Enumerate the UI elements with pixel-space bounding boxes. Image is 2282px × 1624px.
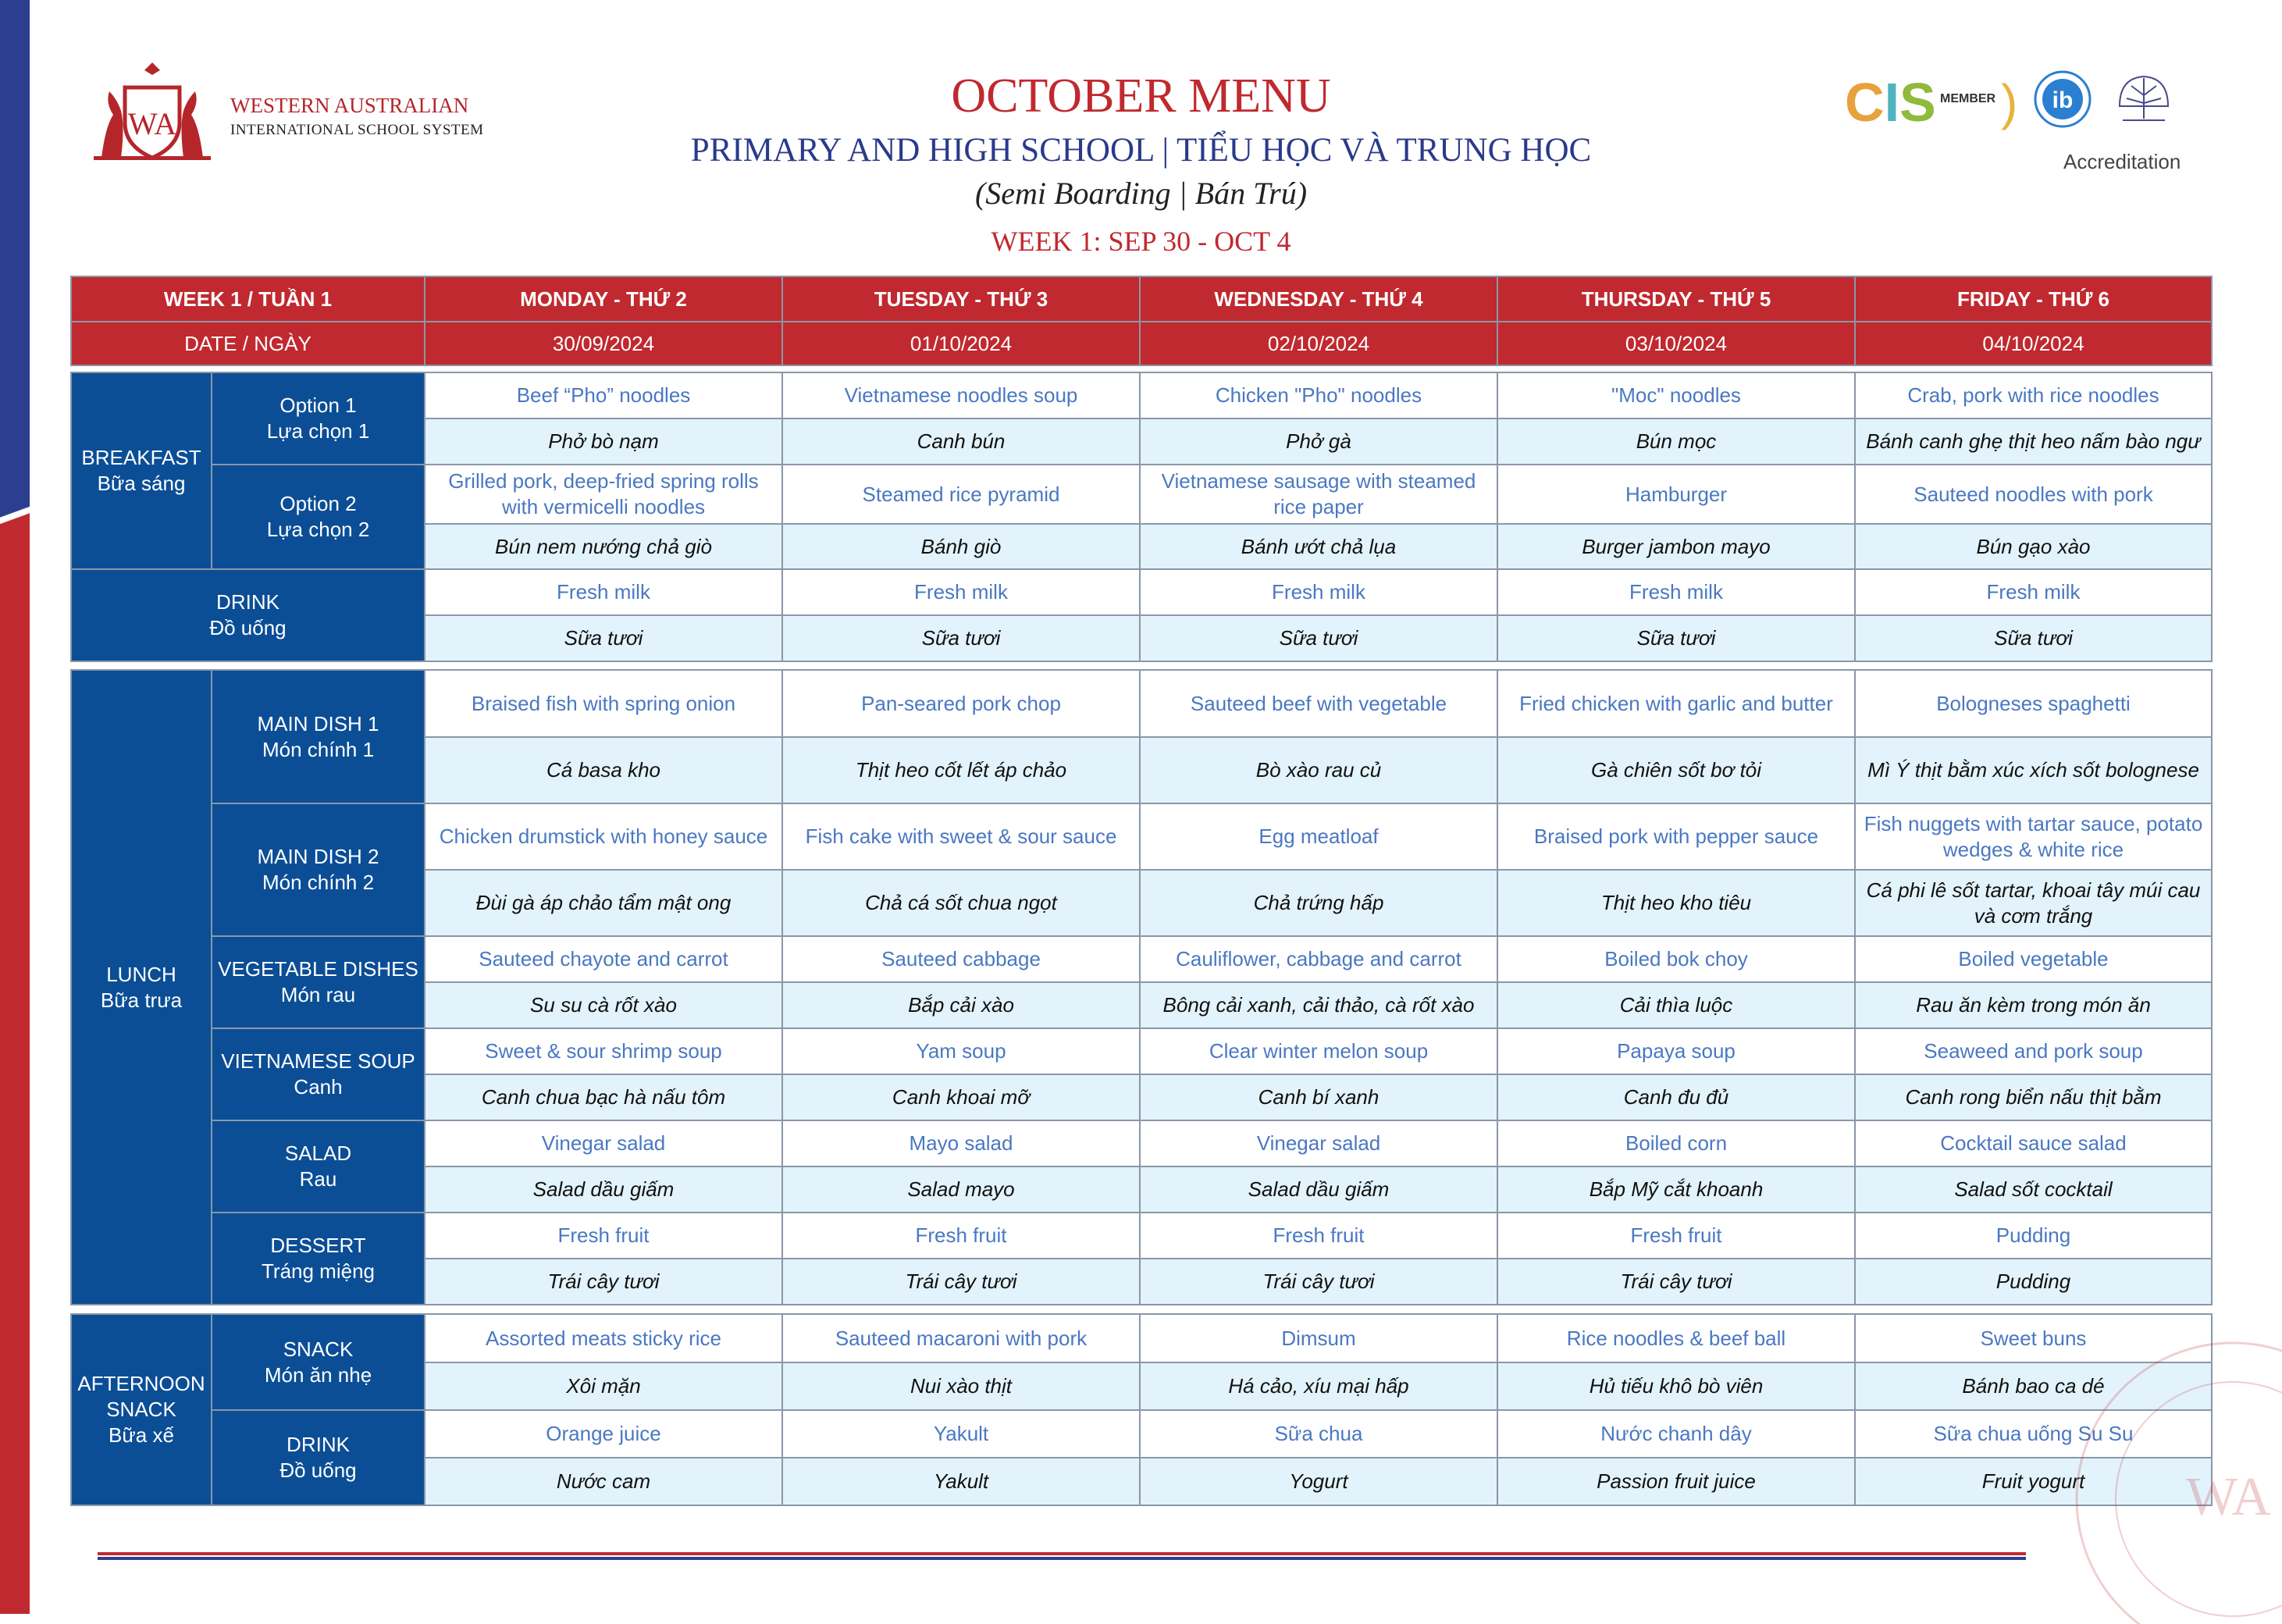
snack-label-vi: Bữa xế	[109, 1423, 174, 1447]
section-label-vi: Tráng miệng	[262, 1259, 375, 1283]
dish-en: Yakult	[782, 1410, 1140, 1458]
dish-en: Yam soup	[782, 1028, 1140, 1074]
option-2-label-en: Option 2	[279, 492, 357, 515]
dish-vi: Rau ăn kèm trong món ăn	[1855, 982, 2212, 1028]
breakfast-label-en: BREAKFAST	[81, 446, 201, 469]
dish-en: Vietnamese sausage with steamed rice paper	[1140, 465, 1497, 524]
accreditation-block	[1845, 62, 2282, 180]
option-1-label-en: Option 1	[279, 394, 357, 417]
dish-en: Fresh milk	[782, 569, 1140, 615]
main-dish-2-label	[212, 803, 425, 936]
dish-en: Bologneses spaghetti	[1855, 670, 2212, 737]
breakfast-drink-label	[71, 569, 425, 661]
vietnamese-soup-label	[212, 1028, 425, 1120]
left-edge-red-band	[0, 515, 30, 1614]
section-label-en: DRINK	[287, 1433, 350, 1456]
dish-vi: Canh bí xanh	[1140, 1074, 1497, 1120]
option-1-label	[212, 372, 425, 465]
dish-en: Nước chanh dây	[1497, 1410, 1855, 1458]
section-label-vi: Món chính 1	[262, 737, 375, 761]
dish-vi: Canh rong biển nấu thịt bằm	[1855, 1074, 2212, 1120]
dish-vi: Trái cây tươi	[1140, 1259, 1497, 1305]
section-label-en: VEGETABLE DISHES	[218, 957, 418, 981]
dish-vi: Passion fruit juice	[1497, 1458, 1855, 1505]
table-row	[71, 1314, 2212, 1362]
dish-en: Beef “Pho” noodles	[425, 372, 782, 418]
dish-vi: Sữa tươi	[1855, 615, 2212, 661]
table-row	[71, 1410, 2212, 1458]
logo-subname: INTERNATIONAL SCHOOL SYSTEM	[230, 122, 484, 138]
page-subtitle: PRIMARY AND HIGH SCHOOL | TIỂU HỌC VÀ TRUNG HỌC	[690, 132, 1592, 169]
dish-en: Vinegar salad	[1140, 1120, 1497, 1166]
dish-vi: Bò xào rau củ	[1140, 737, 1497, 803]
dish-en: Sauteed noodles with pork	[1855, 465, 2212, 524]
section-label-en: MAIN DISH 2	[257, 845, 379, 868]
dish-vi: Canh chua bạc hà nấu tôm	[425, 1074, 782, 1120]
dish-en: Cocktail sauce salad	[1855, 1120, 2212, 1166]
dish-vi: Mì Ý thịt bằm xúc xích sốt bolognese	[1855, 737, 2212, 803]
table-row	[71, 372, 2212, 418]
dish-en: Clear winter melon soup	[1140, 1028, 1497, 1074]
dish-en: Fried chicken with garlic and butter	[1497, 670, 1855, 737]
dish-vi: Phở gà	[1140, 418, 1497, 465]
option-2-label	[212, 465, 425, 569]
dish-vi: Bún mọc	[1497, 418, 1855, 465]
dish-vi: Sữa tươi	[425, 615, 782, 661]
dish-en: Boiled vegetable	[1855, 936, 2212, 982]
lunch-label-en: LUNCH	[106, 962, 176, 986]
dish-en: Pan-seared pork chop	[782, 670, 1140, 737]
dish-vi: Xôi mặn	[425, 1362, 782, 1410]
dish-vi: Salad dầu giấm	[425, 1166, 782, 1213]
dish-vi: Su su cà rốt xào	[425, 982, 782, 1028]
tree-accreditation-icon	[2113, 72, 2174, 126]
snack-label-en: AFTERNOON SNACK	[77, 1372, 205, 1421]
dish-en: Seaweed and pork soup	[1855, 1028, 2212, 1074]
date-cell: 03/10/2024	[1497, 322, 1855, 365]
dish-en: Boiled bok choy	[1497, 936, 1855, 982]
dish-vi: Cải thìa luộc	[1497, 982, 1855, 1028]
dish-vi: Nước cam	[425, 1458, 782, 1505]
breakfast-label	[71, 372, 212, 569]
dish-en: Sauteed macaroni with pork	[782, 1314, 1140, 1362]
date-row	[71, 322, 2212, 365]
section-label-vi: Rau	[299, 1167, 337, 1191]
dish-en: Chicken "Pho" noodles	[1140, 372, 1497, 418]
dish-en: Egg meatloaf	[1140, 803, 1497, 870]
dish-vi: Salad mayo	[782, 1166, 1140, 1213]
day-header: WEDNESDAY - THỨ 4	[1140, 276, 1497, 322]
dish-en: Grilled pork, deep-fried spring rolls with vermicelli noodles	[425, 465, 782, 524]
table-row	[71, 1028, 2212, 1074]
snack-section-label	[212, 1314, 425, 1410]
dish-vi: Bánh canh ghẹ thịt heo nấm bào ngư	[1855, 418, 2212, 465]
date-cell: 01/10/2024	[782, 322, 1140, 365]
dish-en: Papaya soup	[1497, 1028, 1855, 1074]
footer-rule-blue	[98, 1557, 2026, 1560]
dish-vi: Trái cây tươi	[1497, 1259, 1855, 1305]
dish-en: Fish nuggets with tartar sauce, potato wedges & white rice	[1855, 803, 2212, 870]
main-dish-1-label	[212, 670, 425, 803]
date-cell: 02/10/2024	[1140, 322, 1497, 365]
dish-vi: Fruit yogurt	[1855, 1458, 2212, 1505]
breakfast-table	[70, 372, 2213, 662]
afternoon-snack-table	[70, 1313, 2213, 1506]
dish-en: Assorted meats sticky rice	[425, 1314, 782, 1362]
table-row	[71, 569, 2212, 615]
dish-en: Orange juice	[425, 1410, 782, 1458]
section-label-en: SNACK	[283, 1337, 354, 1361]
dish-vi: Canh khoai mỡ	[782, 1074, 1140, 1120]
dish-en: Steamed rice pyramid	[782, 465, 1140, 524]
breakfast-label-vi: Bữa sáng	[97, 472, 186, 495]
dish-en: Sữa chua	[1140, 1410, 1497, 1458]
date-cell: 30/09/2024	[425, 322, 782, 365]
dish-en: Braised pork with pepper sauce	[1497, 803, 1855, 870]
svg-text:ib: ib	[2052, 87, 2074, 113]
dish-en: Chicken drumstick with honey sauce	[425, 803, 782, 870]
cis-member-label: MEMBER	[1940, 92, 1996, 105]
week-label: WEEK 1 / TUẦN 1	[71, 276, 425, 322]
day-header: FRIDAY - THỨ 6	[1855, 276, 2212, 322]
dish-vi: Trái cây tươi	[425, 1259, 782, 1305]
salad-label	[212, 1120, 425, 1213]
dish-en: Rice noodles & beef ball	[1497, 1314, 1855, 1362]
section-label-vi: Món ăn nhẹ	[264, 1362, 372, 1387]
table-row	[71, 670, 2212, 737]
dish-en: Dimsum	[1140, 1314, 1497, 1362]
dish-vi: Yakult	[782, 1458, 1140, 1505]
dish-vi: Cá phi lê sốt tartar, khoai tây múi cau và cơm trắng	[1855, 870, 2212, 936]
school-seal-watermark-icon	[2030, 1327, 2282, 1624]
dish-en: Hamburger	[1497, 465, 1855, 524]
section-label-vi: Món chính 2	[262, 871, 375, 894]
dish-en: Fresh milk	[1497, 569, 1855, 615]
dish-en: Fresh milk	[425, 569, 782, 615]
date-cell: 04/10/2024	[1855, 322, 2212, 365]
dish-vi: Bông cải xanh, cải thảo, cà rốt xào	[1140, 982, 1497, 1028]
dish-en: Fresh milk	[1855, 569, 2212, 615]
dish-vi: Sữa tươi	[1497, 615, 1855, 661]
drink-label-vi: Đồ uống	[209, 616, 287, 639]
vegetable-dishes-label	[212, 936, 425, 1028]
dish-vi: Há cảo, xíu mại hấp	[1140, 1362, 1497, 1410]
dish-vi: Nui xào thịt	[782, 1362, 1140, 1410]
dish-vi: Bún gạo xào	[1855, 524, 2212, 569]
dish-en: Fish cake with sweet & sour sauce	[782, 803, 1140, 870]
dish-en: Vietnamese noodles soup	[782, 372, 1140, 418]
section-label-vi: Đồ uống	[279, 1458, 357, 1482]
cis-bracket-icon: )	[2001, 74, 2018, 130]
dish-vi: Bắp cải xào	[782, 982, 1140, 1028]
dish-en: Fresh fruit	[425, 1213, 782, 1259]
dish-vi: Trái cây tươi	[782, 1259, 1140, 1305]
dish-vi: Canh đu đủ	[1497, 1074, 1855, 1120]
page-title: OCTOBER MENU	[951, 69, 1331, 123]
dish-en: Fresh fruit	[1497, 1213, 1855, 1259]
dish-en: "Moc" noodles	[1497, 372, 1855, 418]
dish-vi: Canh bún	[782, 418, 1140, 465]
dish-vi: Sữa tươi	[1140, 615, 1497, 661]
dish-vi: Bánh bao ca dé	[1855, 1362, 2212, 1410]
dish-en: Fresh milk	[1140, 569, 1497, 615]
dish-en: Sữa chua uống Su Su	[1855, 1410, 2212, 1458]
table-row	[71, 1120, 2212, 1166]
week-range: WEEK 1: SEP 30 - OCT 4	[991, 226, 1291, 257]
dish-vi: Bắp Mỹ cắt khoanh	[1497, 1166, 1855, 1213]
dish-vi: Salad dầu giấm	[1140, 1166, 1497, 1213]
menu-header-table	[70, 276, 2213, 366]
section-label-en: SALAD	[284, 1141, 352, 1165]
lunch-table	[70, 669, 2213, 1305]
cis-logo: CIS	[1845, 72, 1936, 133]
dish-vi: Gà chiên sốt bơ tỏi	[1497, 737, 1855, 803]
day-header: MONDAY - THỨ 2	[425, 276, 782, 322]
dish-vi: Chả trứng hấp	[1140, 870, 1497, 936]
option-1-label-vi: Lựa chọn 1	[266, 419, 370, 443]
svg-text:WA: WA	[127, 106, 177, 141]
dish-en: Pudding	[1855, 1213, 2212, 1259]
dish-vi: Hủ tiếu khô bò viên	[1497, 1362, 1855, 1410]
day-header: TUESDAY - THỨ 3	[782, 276, 1140, 322]
dish-vi: Bún nem nướng chả giò	[425, 524, 782, 569]
option-2-label-vi: Lựa chọn 2	[266, 518, 370, 541]
table-row	[71, 465, 2212, 524]
dish-en: Sauteed chayote and carrot	[425, 936, 782, 982]
dish-vi: Bánh giò	[782, 524, 1140, 569]
svg-text:WA: WA	[2186, 1467, 2271, 1527]
dish-vi: Pudding	[1855, 1259, 2212, 1305]
dish-en: Crab, pork with rice noodles	[1855, 372, 2212, 418]
dish-en: Sauteed cabbage	[782, 936, 1140, 982]
dish-vi: Thịt heo kho tiêu	[1497, 870, 1855, 936]
drink-label-en: DRINK	[216, 590, 279, 614]
dish-en: Cauliflower, cabbage and carrot	[1140, 936, 1497, 982]
lunch-label-vi: Bữa trưa	[100, 988, 183, 1012]
dish-en: Fresh fruit	[1140, 1213, 1497, 1259]
dish-en: Sweet buns	[1855, 1314, 2212, 1362]
afternoon-snack-label	[71, 1314, 212, 1505]
day-header-row	[71, 276, 2212, 322]
lunch-label	[71, 670, 212, 1305]
dish-vi: Thịt heo cốt lết áp chảo	[782, 737, 1140, 803]
dish-vi: Yogurt	[1140, 1458, 1497, 1505]
dish-vi: Chả cá sốt chua ngọt	[782, 870, 1140, 936]
dish-en: Boiled corn	[1497, 1120, 1855, 1166]
section-label-en: MAIN DISH 1	[257, 711, 379, 735]
day-header: THURSDAY - THỨ 5	[1497, 276, 1855, 322]
boarding-label: (Semi Boarding | Bán Trú)	[974, 176, 1308, 211]
dish-en: Braised fish with spring onion	[425, 670, 782, 737]
table-row	[71, 803, 2212, 870]
footer-rule-red	[98, 1552, 2026, 1555]
section-label-vi: Canh	[294, 1075, 343, 1099]
dish-en: Sweet & sour shrimp soup	[425, 1028, 782, 1074]
ib-logo-icon	[2032, 69, 2093, 130]
dish-vi: Salad sốt cocktail	[1855, 1166, 2212, 1213]
date-label: DATE / NGÀY	[71, 322, 425, 365]
table-row	[71, 936, 2212, 982]
dish-en: Fresh fruit	[782, 1213, 1140, 1259]
dessert-label	[212, 1213, 425, 1305]
logo-name: WESTERN AUSTRALIAN	[230, 94, 469, 117]
table-row	[71, 1213, 2212, 1259]
dish-en: Sauteed beef with vegetable	[1140, 670, 1497, 737]
dish-vi: Đùi gà áp chảo tẩm mật ong	[425, 870, 782, 936]
section-label-en: VIETNAMESE SOUP	[221, 1049, 415, 1073]
left-edge-stripe	[0, 484, 30, 547]
accreditation-label: Accreditation	[2063, 150, 2181, 173]
dish-vi: Phở bò nạm	[425, 418, 782, 465]
dish-vi: Burger jambon mayo	[1497, 524, 1855, 569]
section-label-en: DESSERT	[270, 1234, 366, 1257]
section-label-vi: Món rau	[280, 983, 356, 1006]
snack-drink-label	[212, 1410, 425, 1505]
dish-vi: Bánh ướt chả lụa	[1140, 524, 1497, 569]
dish-vi: Sữa tươi	[782, 615, 1140, 661]
dish-en: Mayo salad	[782, 1120, 1140, 1166]
dish-en: Vinegar salad	[425, 1120, 782, 1166]
dish-vi: Cá basa kho	[425, 737, 782, 803]
